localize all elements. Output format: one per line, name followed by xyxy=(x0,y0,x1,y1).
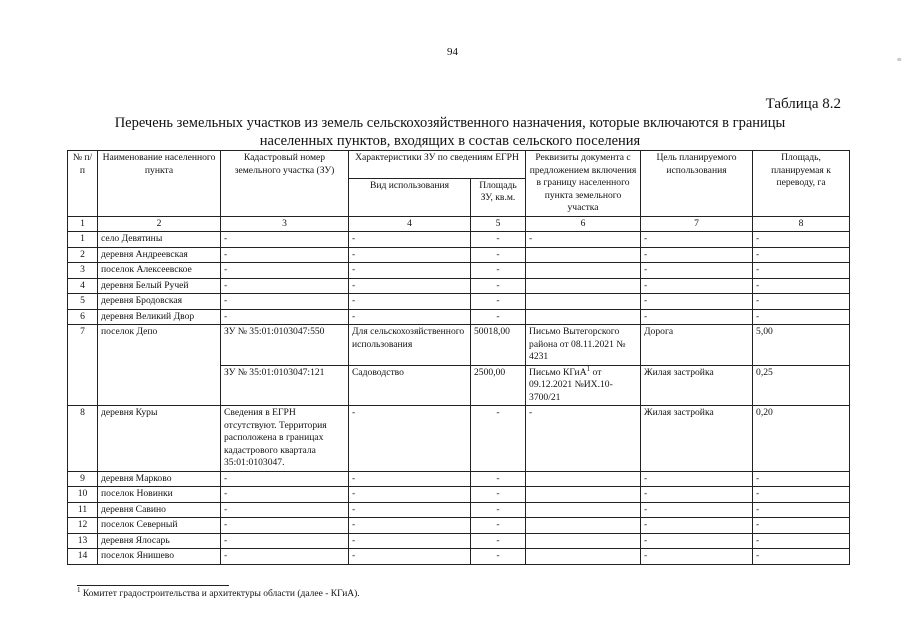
cell-purpose: - xyxy=(641,487,753,503)
cell-num: 7 xyxy=(68,325,98,406)
table-header xyxy=(68,151,850,217)
cell-num: 5 xyxy=(68,294,98,310)
cell-name: деревня Савино xyxy=(98,502,221,518)
cell-name: поселок Янишево xyxy=(98,549,221,565)
cell-use: - xyxy=(349,518,471,534)
footnote-ref: 1 xyxy=(586,365,591,373)
cell-document xyxy=(526,518,641,534)
cell-num: 12 xyxy=(68,518,98,534)
cell-document xyxy=(526,263,641,279)
table-row xyxy=(68,325,850,366)
cell-name: деревня Бродовская xyxy=(98,294,221,310)
cell-use: - xyxy=(349,278,471,294)
cell-area-ha: - xyxy=(753,263,850,279)
cell-document xyxy=(526,471,641,487)
cell-area: - xyxy=(471,518,526,534)
cell-area-ha: - xyxy=(753,502,850,518)
cell-use: - xyxy=(349,487,471,503)
cell-cadastral: - xyxy=(221,232,349,248)
cell-purpose: - xyxy=(641,247,753,263)
cell-use: - xyxy=(349,232,471,248)
cell-area: - xyxy=(471,533,526,549)
column-number: 2 xyxy=(98,216,221,232)
cell-name: деревня Куры xyxy=(98,406,221,472)
table-caption: Перечень земельных участков из земель сельскохозяйственного назначения, которые включаются в границы населенных пунктов, входящих в состав сельского поселения xyxy=(114,115,786,149)
cell-document xyxy=(526,309,641,325)
cell-area: - xyxy=(471,294,526,310)
cell-cadastral: - xyxy=(221,487,349,503)
cell-purpose: - xyxy=(641,294,753,310)
cell-use: - xyxy=(349,533,471,549)
cell-use: - xyxy=(349,247,471,263)
cell-cadastral: - xyxy=(221,502,349,518)
cell-area: - xyxy=(471,309,526,325)
cell-purpose: - xyxy=(641,471,753,487)
header-num: № п/п xyxy=(68,151,98,217)
cell-num: 3 xyxy=(68,263,98,279)
cell-document xyxy=(526,549,641,565)
cell-num: 6 xyxy=(68,309,98,325)
cell-area: - xyxy=(471,278,526,294)
column-numbers xyxy=(68,216,850,232)
rows-top xyxy=(68,232,850,325)
cell-num: 2 xyxy=(68,247,98,263)
cell-document: - xyxy=(526,232,641,248)
cell-area-ha: 0,20 xyxy=(753,406,850,472)
table-row xyxy=(68,471,850,487)
table-row xyxy=(68,263,850,279)
cell-document: Письмо Вытегорского района от 08.11.2021 № 4231 xyxy=(526,325,641,366)
table-row xyxy=(68,533,850,549)
cell-use: - xyxy=(349,309,471,325)
header-area-ha: Площадь, планируемая к переводу, га xyxy=(753,151,850,217)
cell-area-ha: - xyxy=(753,471,850,487)
table-row xyxy=(68,518,850,534)
cell-num: 9 xyxy=(68,471,98,487)
cell-area: 2500,00 xyxy=(471,365,526,406)
cell-purpose: - xyxy=(641,309,753,325)
cell-use: - xyxy=(349,471,471,487)
cell-document xyxy=(526,247,641,263)
cell-num: 8 xyxy=(68,406,98,472)
table-row xyxy=(68,487,850,503)
cell-area-ha: 0,25 xyxy=(753,365,850,406)
cell-area: - xyxy=(471,502,526,518)
cell-area-ha: - xyxy=(753,309,850,325)
cell-cadastral: - xyxy=(221,518,349,534)
margin-mark: ≡ xyxy=(897,55,902,64)
cell-use: Садоводство xyxy=(349,365,471,406)
cell-purpose: Дорога xyxy=(641,325,753,366)
table-label: Таблица 8.2 xyxy=(765,96,841,112)
cell-document xyxy=(526,487,641,503)
cell-cadastral: ЗУ № 35:01:0103047:121 xyxy=(221,365,349,406)
cell-cadastral: - xyxy=(221,549,349,565)
table-row xyxy=(68,549,850,565)
cell-document xyxy=(526,294,641,310)
column-number: 3 xyxy=(221,216,349,232)
cell-cadastral: - xyxy=(221,471,349,487)
cell-cadastral: - xyxy=(221,294,349,310)
table-row xyxy=(68,278,850,294)
cell-area-ha: - xyxy=(753,232,850,248)
cell-name: село Девятины xyxy=(98,232,221,248)
cell-cadastral: - xyxy=(221,533,349,549)
cell-document xyxy=(526,278,641,294)
cell-cadastral: - xyxy=(221,278,349,294)
cell-document: - xyxy=(526,406,641,472)
header-document: Реквизиты документа с предложением включения в границу населенного пункта земельного участка xyxy=(526,151,641,217)
cell-purpose: - xyxy=(641,502,753,518)
cell-num: 1 xyxy=(68,232,98,248)
cell-cadastral: Сведения в ЕГРН отсутствуют. Территория расположена в границах кадастрового квартала 35:01:0103047. xyxy=(221,406,349,472)
cell-use: - xyxy=(349,502,471,518)
cell-name: поселок Алексеевское xyxy=(98,263,221,279)
footnote-divider xyxy=(77,585,229,586)
header-use-type: Вид использования xyxy=(349,178,471,216)
column-number-row xyxy=(68,216,850,232)
cell-area-ha: 5,00 xyxy=(753,325,850,366)
cell-num: 14 xyxy=(68,549,98,565)
cell-num: 10 xyxy=(68,487,98,503)
table-row xyxy=(68,294,850,310)
cell-area: - xyxy=(471,487,526,503)
column-number: 4 xyxy=(349,216,471,232)
cell-num: 4 xyxy=(68,278,98,294)
cell-area: - xyxy=(471,263,526,279)
cell-name: деревня Белый Ручей xyxy=(98,278,221,294)
cell-area: - xyxy=(471,549,526,565)
cell-name: деревня Ялосарь xyxy=(98,533,221,549)
table-row xyxy=(68,247,850,263)
cell-area: - xyxy=(471,232,526,248)
document-text-cont: от 09.12.2021 №ИХ.10-3700/21 xyxy=(529,366,613,403)
header-cadastral: Кадастровый номер земельного участка (ЗУ) xyxy=(221,151,349,217)
cell-purpose: - xyxy=(641,278,753,294)
cell-purpose: - xyxy=(641,533,753,549)
cell-name: деревня Марково xyxy=(98,471,221,487)
header-area-m2: Площадь ЗУ, кв.м. xyxy=(471,178,526,216)
cell-num: 13 xyxy=(68,533,98,549)
column-number: 1 xyxy=(68,216,98,232)
cell-area-ha: - xyxy=(753,294,850,310)
cell-area-ha: - xyxy=(753,549,850,565)
cell-purpose: Жилая застройка xyxy=(641,365,753,406)
header-name: Наименование населенного пункта xyxy=(98,151,221,217)
cell-purpose: Жилая застройка xyxy=(641,406,753,472)
cell-use: - xyxy=(349,406,471,472)
table-row xyxy=(68,406,850,472)
footnote xyxy=(77,585,360,599)
table-row xyxy=(68,502,850,518)
column-number: 6 xyxy=(526,216,641,232)
table-row xyxy=(68,309,850,325)
cell-document xyxy=(526,533,641,549)
cell-area-ha: - xyxy=(753,247,850,263)
rows-bottom xyxy=(68,471,850,564)
cell-cadastral: - xyxy=(221,247,349,263)
cell-purpose: - xyxy=(641,263,753,279)
cell-area-ha: - xyxy=(753,533,850,549)
cell-purpose: - xyxy=(641,232,753,248)
cell-use: - xyxy=(349,549,471,565)
cell-area-ha: - xyxy=(753,278,850,294)
cell-area-ha: - xyxy=(753,487,850,503)
column-number: 5 xyxy=(471,216,526,232)
column-number: 8 xyxy=(753,216,850,232)
land-plots-table xyxy=(67,150,850,565)
cell-area: - xyxy=(471,247,526,263)
cell-num: 11 xyxy=(68,502,98,518)
cell-name: поселок Депо xyxy=(98,325,221,406)
footnote-text: Комитет градостроительства и архитектуры области (далее - КГиА). xyxy=(80,589,360,599)
header-purpose: Цель планируемого использования xyxy=(641,151,753,217)
document-text: Письмо КГиА xyxy=(529,366,587,378)
cell-use: Для сельскохозяйственного использования xyxy=(349,325,471,366)
cell-cadastral: ЗУ № 35:01:0103047:550 xyxy=(221,325,349,366)
cell-name: деревня Великий Двор xyxy=(98,309,221,325)
cell-name: поселок Новинки xyxy=(98,487,221,503)
footnote-marker: 1 xyxy=(77,585,81,594)
cell-name: деревня Андреевская xyxy=(98,247,221,263)
cell-cadastral: - xyxy=(221,263,349,279)
cell-area: - xyxy=(471,406,526,472)
page-number: 94 xyxy=(447,46,458,58)
rows-7-8 xyxy=(68,325,850,472)
header-characteristics: Характеристики ЗУ по сведениям ЕГРН xyxy=(349,151,526,179)
cell-use: - xyxy=(349,263,471,279)
cell-document xyxy=(526,365,641,406)
cell-area: 50018,00 xyxy=(471,325,526,366)
cell-name: поселок Северный xyxy=(98,518,221,534)
cell-document xyxy=(526,502,641,518)
cell-purpose: - xyxy=(641,549,753,565)
cell-cadastral: - xyxy=(221,309,349,325)
cell-purpose: - xyxy=(641,518,753,534)
cell-use: - xyxy=(349,294,471,310)
cell-area: - xyxy=(471,471,526,487)
cell-area-ha: - xyxy=(753,518,850,534)
column-number: 7 xyxy=(641,216,753,232)
table-row xyxy=(68,232,850,248)
